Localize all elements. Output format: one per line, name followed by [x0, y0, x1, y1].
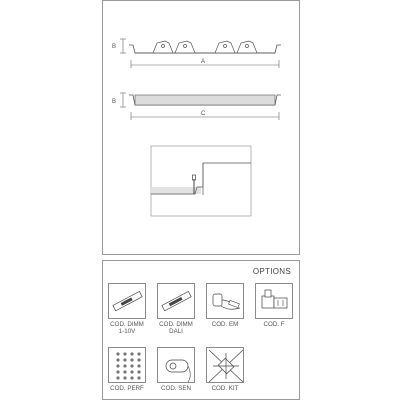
perforation-dot: [130, 370, 133, 373]
dim-label-b-top: B: [112, 44, 117, 50]
option-caption: COD. DIMM DALI: [159, 321, 193, 335]
emergency-kit-icon: [206, 283, 244, 319]
perforation-dot: [137, 364, 140, 367]
mounting-kit-icon: [206, 347, 244, 383]
perforation-dot: [137, 358, 140, 361]
perforation-dot: [137, 352, 140, 355]
perforation-dot: [123, 364, 126, 367]
perforated-panel-icon: [108, 347, 146, 383]
perforation-dot: [130, 376, 133, 379]
option-caption: COD. KIT: [211, 385, 239, 392]
option-caption: COD. SEN: [161, 385, 191, 392]
perforation-dot: [137, 370, 140, 373]
perforation-dot: [123, 358, 126, 361]
perforation-dot: [130, 352, 133, 355]
perforation-dot: [116, 352, 119, 355]
option-cod-sen[interactable]: [157, 347, 195, 392]
option-cod-em[interactable]: [206, 283, 244, 328]
option-caption: COD. DIMM 1-10V: [110, 321, 144, 335]
luminaire-side-drawing: [103, 89, 301, 129]
dali-driver-icon: [157, 283, 195, 319]
option-cod-perf[interactable]: [108, 347, 146, 392]
installation-detail-drawing: [103, 143, 301, 223]
perforation-dot: [130, 358, 133, 361]
option-cod-dimm-110v[interactable]: [108, 283, 146, 335]
perforation-dot: [123, 352, 126, 355]
perforation-dot: [137, 376, 140, 379]
perforation-dot: [123, 376, 126, 379]
dim-label-c: C: [201, 111, 206, 117]
perforation-dot: [116, 370, 119, 373]
fuse-icon: [255, 283, 293, 319]
dim-label-b-mid: B: [112, 99, 117, 105]
sensor-icon: [157, 347, 195, 383]
luminaire-profile-drawing: [103, 1, 301, 91]
perforation-dot: [116, 364, 119, 367]
technical-drawing-panel: [102, 0, 300, 255]
perforation-dot: [116, 376, 119, 379]
driver-icon: [108, 283, 146, 319]
perforation-dot: [123, 370, 126, 373]
option-cod-f[interactable]: [255, 283, 293, 328]
option-caption: COD. EM: [211, 321, 239, 328]
options-panel: [102, 260, 300, 400]
option-caption: COD. F: [263, 321, 285, 328]
option-cod-dimm-dali[interactable]: [157, 283, 195, 335]
perforation-dot: [130, 364, 133, 367]
options-title: OPTIONS: [252, 267, 291, 276]
option-cod-kit[interactable]: [206, 347, 244, 392]
dim-label-a: A: [201, 59, 206, 65]
perforation-dot: [116, 358, 119, 361]
option-caption: COD. PERF: [110, 385, 144, 392]
